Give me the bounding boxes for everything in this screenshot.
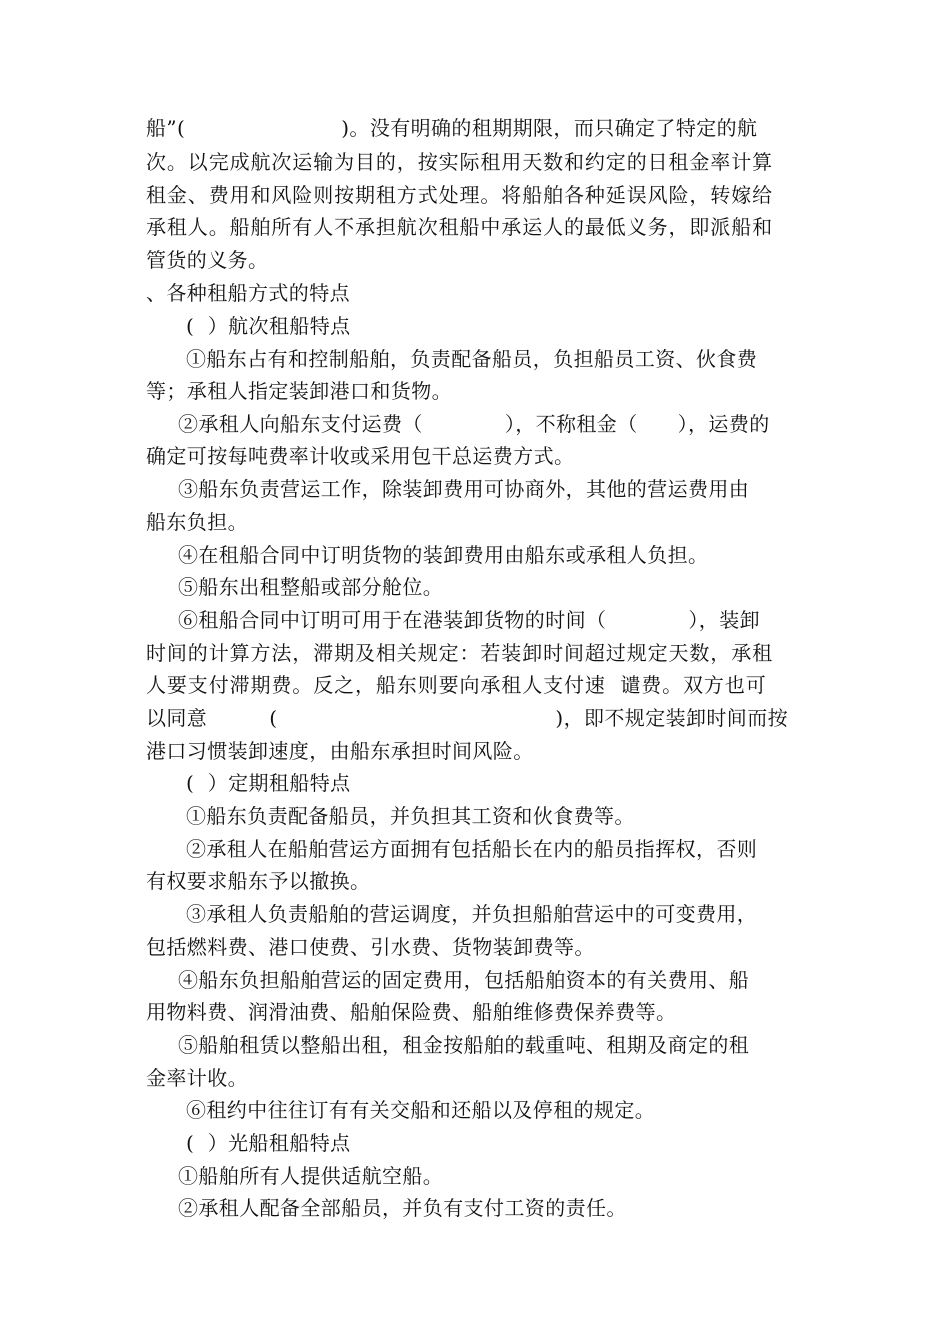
text-run: 船”( (146, 116, 186, 140)
list-item-line: ④船东负担船舶营运的固定费用，包括船舶资本的有关费用、船 (178, 968, 750, 992)
paragraph-line: 管货的义务。 (146, 248, 269, 272)
list-item-line: ⑤船舶租赁以整船出租，租金按船舶的载重吨、租期及商定的租 (178, 1033, 750, 1057)
list-item-line: 金率计收。 (146, 1066, 248, 1090)
list-item-line: ①船东负责配备船员，并负担其工资和伙食费等。 (186, 804, 635, 828)
list-item-line: ①船舶所有人提供适航空船。 (178, 1164, 444, 1188)
subsection-heading-time: ( ）定期租船特点 (186, 771, 351, 795)
list-item-line: 等；承租人指定装卸港口和货物。 (146, 379, 452, 403)
list-item-line: 用物料费、润滑油费、船舶保险费、船舶维修费保养费等。 (146, 1000, 677, 1024)
list-item-line (178, 606, 760, 634)
section-heading: 、各种租船方式的特点 (146, 281, 350, 305)
text-run: )。没有明确的租期期限，而只确定了特定的航 (341, 116, 758, 140)
text-run: ），运费的 (677, 412, 770, 436)
subsection-heading-bareboat: ( ）光船租船特点 (186, 1131, 351, 1155)
list-item-line: ②承租人配备全部船员，并负有支付工资的责任。 (178, 1196, 627, 1220)
list-item-line: ④在租船合同中订明货物的装卸费用由船东或承租人负担。 (178, 543, 709, 567)
list-item-line: ①船东占有和控制船舶，负责配备船员，负担船员工资、伙食费 (186, 347, 758, 371)
list-item-line: ③承租人负责船舶的营运调度，并负担船舶营运中的可变费用， (186, 902, 758, 926)
paragraph-line: 承租人。船舶所有人不承担航次租船中承运人的最低义务，即派船和 (146, 215, 773, 239)
list-item-line: ⑤船东出租整船或部分舱位。 (178, 575, 444, 599)
text-run: ），装卸 (688, 608, 761, 632)
text-run: ( (269, 706, 278, 730)
list-item-line: 包括燃料费、港口使费、引水费、货物装卸费等。 (146, 935, 595, 959)
list-item-line: ②承租人在船舶营运方面拥有包括船长在内的船员指挥权，否则 (186, 837, 758, 861)
list-item-line: ⑥租约中往往订有有关交船和还船以及停租的规定。 (186, 1098, 656, 1122)
subsection-heading-voyage: ( ）航次租船特点 (186, 314, 351, 338)
list-item-line: 人要支付滞期费。反之，船东则要向承租人支付速 谴费。双方也可 (146, 673, 767, 697)
paragraph-line (146, 114, 757, 142)
text-run: ），不称租金（ (504, 412, 638, 436)
text-run: )，即不规定装卸时间而按 (555, 706, 789, 730)
list-item-line (178, 410, 770, 438)
paragraph-line: 次。以完成航次运输为目的，按实际租用天数和约定的日租金率计算 (146, 150, 773, 174)
text-run: ②承租人向船东支付运费（ (178, 412, 423, 436)
list-item-line: 港口习惯装卸速度，由船东承担时间风险。 (146, 739, 534, 763)
list-item-line: 确定可按每吨费率计收或采用包干总运费方式。 (146, 444, 575, 468)
list-item-line: 船东负担。 (146, 510, 248, 534)
paragraph-line: 租金、费用和风险则按期租方式处理。将船舶各种延误风险，转嫁给 (146, 183, 773, 207)
list-item-line: 时间的计算方法，滞期及相关规定：若装卸时间超过规定天数，承租 (146, 641, 773, 665)
list-item-line: ③船东负责营运工作，除装卸费用可协商外，其他的营运费用由 (178, 477, 750, 501)
text-run: 以同意 (146, 706, 208, 730)
list-item-line (146, 704, 788, 732)
text-run: ⑥租船合同中订明可用于在港装卸货物的时间（ (178, 608, 607, 632)
list-item-line: 有权要求船东予以撤换。 (146, 869, 371, 893)
